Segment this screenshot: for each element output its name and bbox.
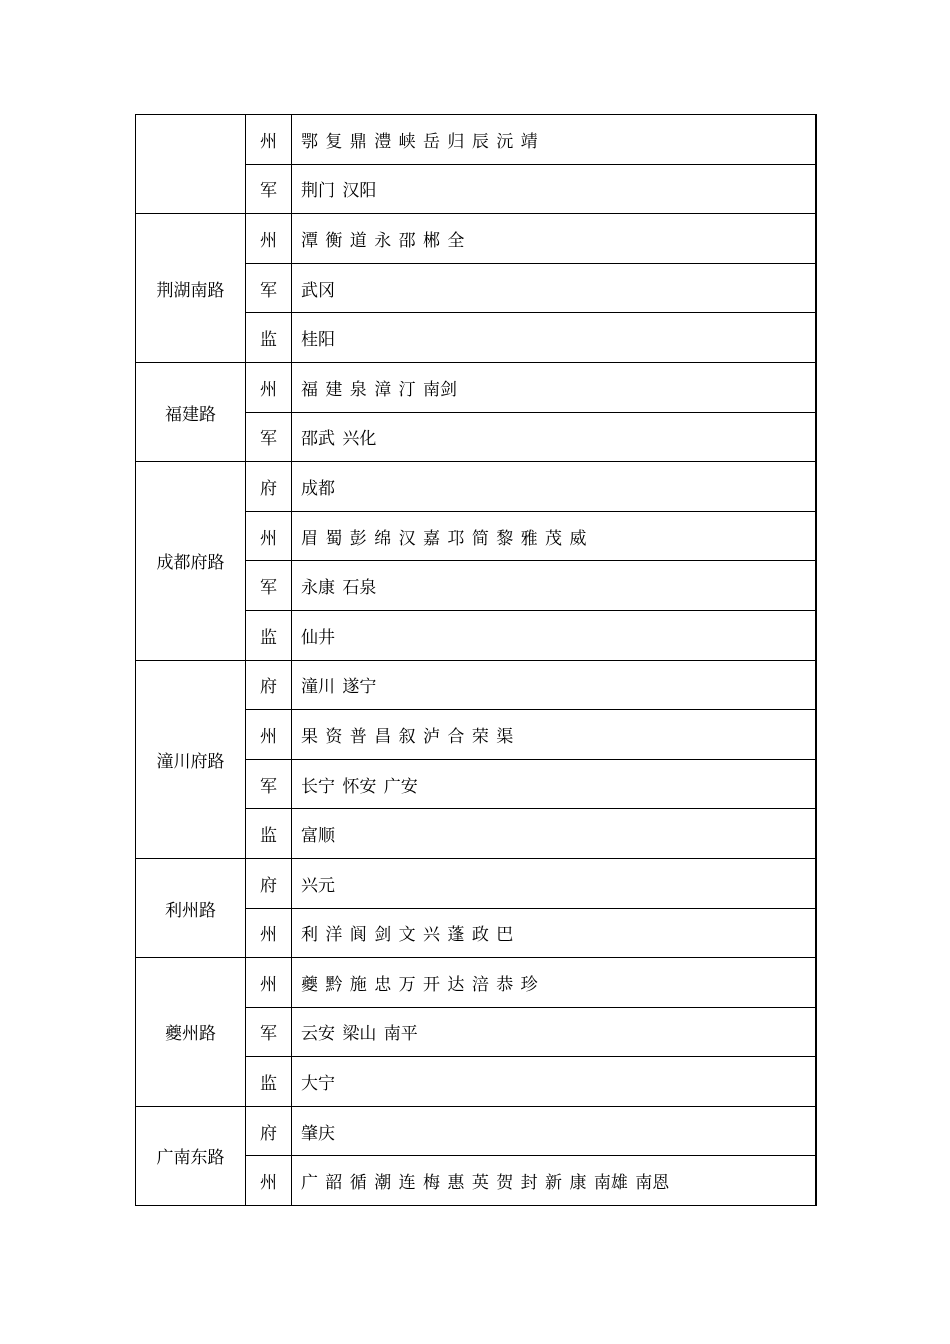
table-row	[136, 362, 817, 412]
division-type-cell: 州	[246, 958, 292, 1008]
division-names-cell: 潼川 遂宁	[292, 660, 817, 710]
division-names-cell: 潭 衡 道 永 邵 郴 全	[292, 214, 817, 264]
route-name-cell	[136, 115, 246, 214]
division-names-cell: 长宁 怀安 广安	[292, 759, 817, 809]
division-type-cell: 府	[246, 462, 292, 512]
division-names-cell: 利 洋 阆 剑 文 兴 蓬 政 巴	[292, 908, 817, 958]
table-row	[136, 858, 817, 908]
division-names-cell: 桂阳	[292, 313, 817, 363]
table-body	[136, 115, 817, 1206]
division-names-cell: 云安 梁山 南平	[292, 1007, 817, 1057]
division-names-cell: 富顺	[292, 809, 817, 859]
table-row	[136, 462, 817, 512]
route-name-cell: 福建路	[136, 362, 246, 461]
division-type-cell: 府	[246, 858, 292, 908]
route-name-cell: 广南东路	[136, 1106, 246, 1205]
division-type-cell: 监	[246, 1057, 292, 1107]
admin-divisions-table	[135, 114, 817, 1206]
division-names-cell: 肇庆	[292, 1106, 817, 1156]
division-type-cell: 监	[246, 809, 292, 859]
division-type-cell: 军	[246, 164, 292, 214]
division-type-cell: 州	[246, 214, 292, 264]
division-names-cell: 大宁	[292, 1057, 817, 1107]
division-names-cell: 兴元	[292, 858, 817, 908]
table-row	[136, 660, 817, 710]
division-names-cell: 夔 黔 施 忠 万 开 达 涪 恭 珍	[292, 958, 817, 1008]
table-row	[136, 115, 817, 165]
table-row	[136, 214, 817, 264]
division-names-cell: 邵武 兴化	[292, 412, 817, 462]
route-name-cell: 夔州路	[136, 958, 246, 1107]
division-type-cell: 府	[246, 1106, 292, 1156]
division-type-cell: 军	[246, 561, 292, 611]
division-type-cell: 军	[246, 1007, 292, 1057]
division-type-cell: 州	[246, 710, 292, 760]
division-type-cell: 州	[246, 362, 292, 412]
table-row	[136, 1106, 817, 1156]
division-names-cell: 广 韶 循 潮 连 梅 惠 英 贺 封 新 康 南雄 南恩	[292, 1156, 817, 1206]
division-type-cell: 军	[246, 263, 292, 313]
division-type-cell: 军	[246, 759, 292, 809]
route-name-cell: 荆湖南路	[136, 214, 246, 363]
division-names-cell: 福 建 泉 漳 汀 南剑	[292, 362, 817, 412]
division-names-cell: 成都	[292, 462, 817, 512]
route-name-cell: 成都府路	[136, 462, 246, 660]
division-type-cell: 州	[246, 1156, 292, 1206]
division-names-cell: 果 资 普 昌 叙 泸 合 荣 渠	[292, 710, 817, 760]
division-type-cell: 州	[246, 511, 292, 561]
division-type-cell: 府	[246, 660, 292, 710]
division-names-cell: 仙井	[292, 610, 817, 660]
division-type-cell: 州	[246, 115, 292, 165]
division-type-cell: 州	[246, 908, 292, 958]
route-name-cell: 潼川府路	[136, 660, 246, 858]
route-name-cell: 利州路	[136, 858, 246, 957]
division-type-cell: 军	[246, 412, 292, 462]
division-names-cell: 永康 石泉	[292, 561, 817, 611]
division-names-cell: 鄂 复 鼎 澧 峡 岳 归 辰 沅 靖	[292, 115, 817, 165]
division-type-cell: 监	[246, 610, 292, 660]
division-type-cell: 监	[246, 313, 292, 363]
division-names-cell: 眉 蜀 彭 绵 汉 嘉 邛 简 黎 雅 茂 威	[292, 511, 817, 561]
division-names-cell: 荆门 汉阳	[292, 164, 817, 214]
division-names-cell: 武冈	[292, 263, 817, 313]
table-row	[136, 958, 817, 1008]
